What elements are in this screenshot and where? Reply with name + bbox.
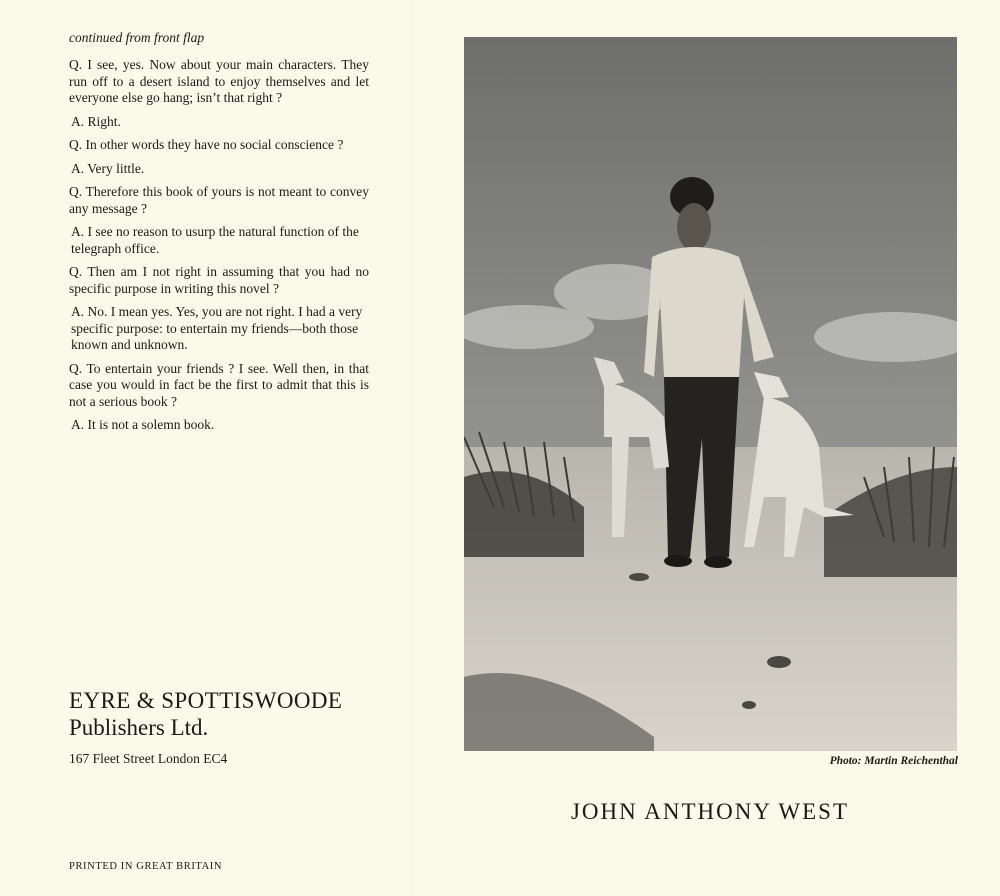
author-name: JOHN ANTHONY WEST [570,799,850,824]
photo-credit: Photo: Martin Reichenthal [829,755,958,767]
qa-answer: A. Very little. [71,160,145,176]
qa-question: Q. Then am I not right in assuming that you had no specific purpose in writing this novel ? [69,264,369,296]
qa-answer: A. I see no reason to usurp the natural function of the telegraph office. [71,224,359,256]
publisher-block [69,687,389,767]
publisher-subtitle: Publishers Ltd. [69,715,209,740]
back-flap-text [69,30,369,441]
page-fold [412,0,414,896]
qa-question: Q. Therefore this book of yours is not meant to convey any message ? [69,184,369,216]
qa-question: Q. In other words they have no social conscience ? [69,137,344,152]
author-photo [464,37,957,751]
publisher-address: 167 Fleet Street London EC4 [69,751,228,766]
publisher-name: EYRE & SPOTTISWOODE [69,688,343,713]
printed-note: PRINTED IN GREAT BRITAIN [69,861,223,872]
qa-answer: A. Right. [71,113,121,129]
qa-answer: A. It is not a solemn book. [71,417,215,432]
qa-list [69,57,369,434]
qa-answer: A. No. I mean yes. Yes, you are not right. I had a very specific purpose: to entertain my friends—both those known and unknown. [71,304,363,352]
qa-question: Q. I see, yes. Now about your main characters. They run off to a desert island to enjoy themselves and let everyone else go hang; isn’t that right ? [69,57,369,105]
continued-note: continued from front flap [69,30,205,45]
author-photo-drawing [464,37,957,751]
qa-question: Q. To entertain your friends ? I see. Well then, in that case you would in fact be the first to admit that this is not a serious book ? [69,360,369,409]
